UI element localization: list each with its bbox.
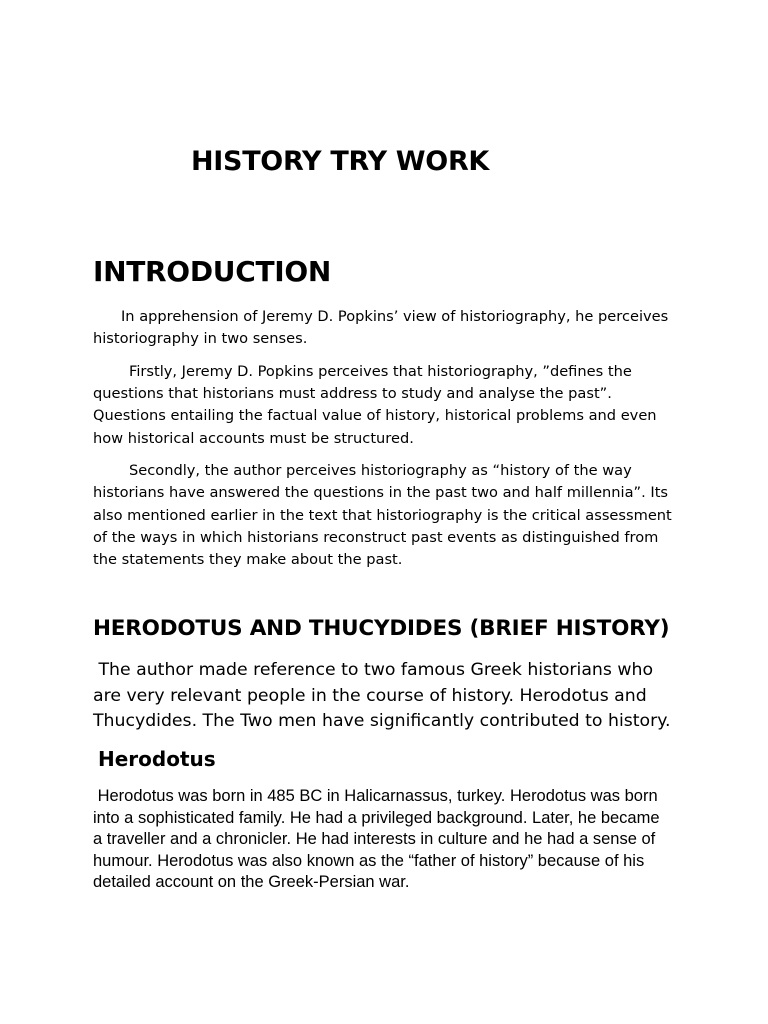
intro-paragraph-3: Secondly, the author perceives historiography as “history of the way historians have answered the questions in the past two and half millennia”. Its also mentioned earlier in the text that historiography is the critical assessment of the ways in which historians reconstruct past events as distinguished from the statements they make about the past.	[93, 462, 672, 569]
herodotus-thucydides-heading: HERODOTUS AND THUCYDIDES (BRIEF HISTORY)	[93, 616, 670, 641]
herodotus-heading: Herodotus	[98, 747, 216, 771]
herodotus-thucydides-paragraph: The author made reference to two famous Greek historians who are very relevant people in the course of history. Herodotus and Thucydides. The Two men have significantly contributed to history.	[93, 660, 671, 731]
introduction-heading: INTRODUCTION	[93, 255, 331, 288]
intro-paragraph-2: Firstly, Jeremy D. Popkins perceives that historiography, ”defines the questions that historians must address to study and analyse the past”. Questions entailing the factual value of history, historical problems and even how historical accounts must be structured.	[93, 362, 657, 447]
herodotus-paragraph: Herodotus was born in 485 BC in Halicarnassus, turkey. Herodotus was born into a sophisticated family. He had a privileged background. Later, he became a traveller and a chronicler. He had interests in culture and he had a sense of humour. Herodotus was also known as the “father of history” because of his detailed account on the Greek-Persian war.	[93, 787, 660, 891]
document-title: HISTORY TRY WORK	[191, 146, 490, 177]
intro-paragraph-1: In apprehension of Jeremy D. Popkins’ view of historiography, he perceives historiography in two senses.	[93, 308, 669, 348]
introduction-section	[93, 306, 683, 582]
